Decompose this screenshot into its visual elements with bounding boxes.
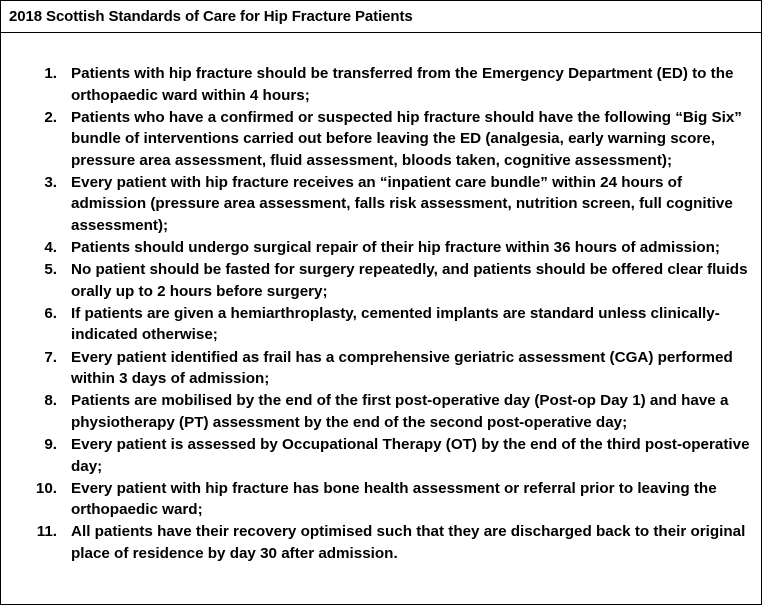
table-body	[1, 33, 761, 564]
list-item-text: Patients should undergo surgical repair of their hip fracture within 36 hours of admission;	[71, 239, 720, 257]
list-item	[1, 63, 751, 106]
list-item	[1, 237, 751, 259]
standards-list	[1, 63, 751, 564]
list-item-number: 11.	[36, 523, 57, 541]
list-item	[1, 521, 751, 564]
list-item-number: 9.	[44, 436, 57, 453]
list-item	[1, 390, 751, 433]
list-item-text: All patients have their recovery optimised such that they are discharged back to their original place of residence by day 30 after admission.	[71, 523, 746, 562]
list-item-number: 8.	[44, 392, 57, 410]
list-item	[1, 172, 751, 237]
list-item-text: If patients are given a hemiarthroplasty, cemented implants are standard unless clinically-indicated otherwise;	[71, 304, 720, 344]
list-item-number: 10.	[35, 479, 57, 497]
list-item	[1, 434, 751, 477]
list-item-text: Patients who have a confirmed or suspected hip fracture should have the following “Big Six” bundle of interventions carried out before leaving the ED (analgesia, early warning score, pressure area assessment, fluid assessment, bloods taken, cognitive assessment);	[71, 108, 742, 169]
list-item-number: 6.	[44, 304, 57, 322]
list-item-text: Patients are mobilised by the end of the first post-operative day (Post-op Day 1) and have a physiotherapy (PT) assessment by the end of the second post-operative day;	[71, 392, 729, 431]
list-item	[1, 259, 751, 302]
list-item	[1, 107, 751, 172]
list-item-text: Every patient with hip fracture receives an “inpatient care bundle” within 24 hours of admission (pressure area assessment, falls risk assessment, nutrition screen, full cognitive assessment);	[71, 173, 733, 234]
list-item-number: 3.	[44, 173, 57, 191]
list-item	[1, 347, 751, 390]
list-item-number: 5.	[44, 261, 57, 279]
list-item-number: 1.	[44, 65, 57, 82]
list-item-text: No patient should be fasted for surgery repeatedly, and patients should be offered clear fluids orally up to 2 hours before surgery;	[71, 261, 748, 300]
list-item	[1, 303, 751, 346]
list-item	[1, 478, 751, 521]
list-item-text: Patients with hip fracture should be transferred from the Emergency Department (ED) to the orthopaedic ward within 4 hours;	[71, 65, 734, 104]
list-item-number: 2.	[44, 108, 57, 126]
table-header	[1, 1, 761, 33]
list-item-number: 7.	[44, 348, 57, 366]
list-item-text: Every patient identified as frail has a comprehensive geriatric assessment (CGA) performed within 3 days of admission;	[71, 348, 733, 388]
list-item-text: Every patient is assessed by Occupational Therapy (OT) by the end of the third post-operative day;	[71, 436, 750, 475]
list-item-number: 4.	[44, 239, 57, 257]
list-item-text: Every patient with hip fracture has bone health assessment or referral prior to leaving the orthopaedic ward;	[71, 479, 717, 519]
table-title: 2018 Scottish Standards of Care for Hip Fracture Patients	[9, 8, 413, 25]
